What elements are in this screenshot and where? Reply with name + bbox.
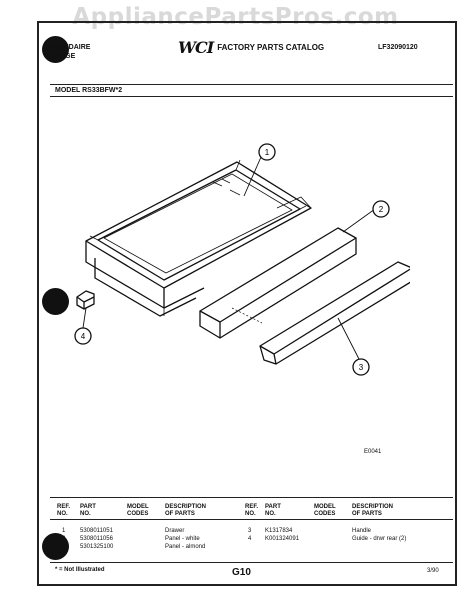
- drawer-part: [86, 160, 311, 316]
- diagram-code: E0041: [364, 449, 382, 455]
- brand-name: FRIGIDAIRE: [50, 44, 91, 51]
- header-ref: REF. NO.: [245, 504, 259, 517]
- product-type: RANGE: [50, 53, 76, 60]
- table-row-ref: 1: [62, 528, 66, 534]
- table-row-desc: Guide - drwr rear (2): [352, 536, 407, 542]
- header-part: PART NO.: [265, 504, 281, 517]
- brand-block: [50, 43, 90, 61]
- doc-number: LF32090120: [378, 44, 418, 51]
- table-row-desc: Drawer: [165, 528, 185, 534]
- table-row-part: K1317834: [265, 528, 293, 534]
- callout-label: 4: [80, 332, 86, 341]
- header-desc: DESCRIPTION OF PARTS: [165, 504, 207, 517]
- catalog-title: FACTORY PARTS CATALOG: [217, 43, 325, 52]
- header-part: PART NO.: [80, 504, 96, 517]
- exploded-parts-diagram: [50, 130, 410, 380]
- table-row-desc: Panel - almond: [165, 544, 206, 550]
- callout-label: 1: [264, 148, 270, 157]
- callout-label: 2: [378, 205, 384, 214]
- callout-label: 3: [358, 363, 364, 372]
- table-row-part: 5308011056: [80, 536, 113, 542]
- leader-line: [343, 209, 375, 232]
- page-number: G10: [232, 567, 251, 578]
- table-row-desc: Panel - white: [165, 536, 200, 542]
- leader-line: [83, 308, 86, 328]
- handle-part: [260, 262, 410, 364]
- revision-date: 3/90: [427, 568, 439, 574]
- wci-logo: WCI: [178, 38, 214, 57]
- watermark: AppliancePartsPros.com: [72, 4, 399, 30]
- divider: [50, 519, 453, 520]
- divider: [50, 497, 453, 498]
- header-desc: DESCRIPTION OF PARTS: [352, 504, 394, 517]
- table-row-desc: Handle: [352, 528, 372, 534]
- rear-guide-part: [77, 291, 94, 309]
- footnote: * = Not Illustrated: [55, 567, 105, 573]
- table-row-part: 5301325100: [80, 544, 114, 550]
- header-model: MODEL CODES: [314, 504, 336, 517]
- header-ref: REF. NO.: [57, 504, 71, 517]
- table-row-part: 5308011051: [80, 528, 113, 534]
- divider: [50, 84, 453, 85]
- divider: [50, 562, 453, 563]
- leader-line: [338, 318, 360, 361]
- catalog-heading: [178, 38, 324, 57]
- divider: [50, 96, 453, 97]
- table-row-ref: 2: [62, 536, 66, 542]
- table-row-ref: 3: [248, 528, 252, 534]
- header-model: MODEL CODES: [127, 504, 149, 517]
- table-row-ref: 4: [248, 536, 252, 542]
- model-number: MODEL RS33BFW*2: [55, 87, 123, 94]
- table-row-part: K001324091: [265, 536, 300, 542]
